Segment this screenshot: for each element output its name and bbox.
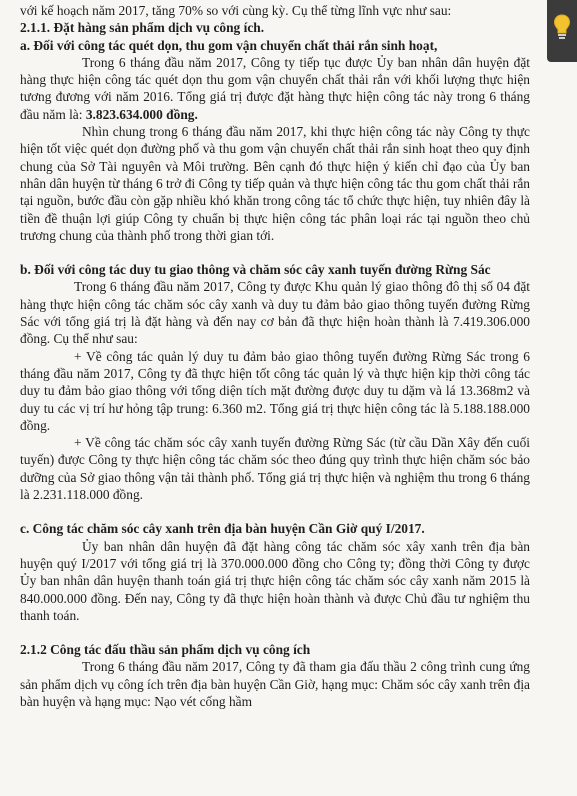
lightbulb-button[interactable] — [547, 0, 577, 62]
paragraph-d1: Trong 6 tháng đầu năm 2017, Công ty đã tham gia đấu thầu 2 công trình cung ứng sản phẩm dịch vụ công ích trên địa bàn huyện Cần Giờ, hạng mục: Chăm sóc cây xanh trên địa bàn huyện và hạng mục: Nạo vét cống hầm — [20, 659, 530, 709]
intro-paragraph: với kế hoạch năm 2017, tăng 70% so với cùng kỳ. Cụ thể từng lĩnh vực như sau: — [20, 3, 452, 18]
paragraph-b1: Trong 6 tháng đầu năm 2017, Công ty được Khu quản lý giao thông đô thị số 04 đặt hàng thực hiện công tác chăm sóc cây xanh và duy tu đảm bảo giao thông tuyến đường Rừng Sác với tổng giá trị là đặt hàng và đến nay cơ bản đã thực hiện hoàn thành là 7.419.306.000 đồng. Cụ thể như sau: — [20, 279, 530, 347]
paragraph-a1-amount: 3.823.634.000 đồng. — [85, 106, 198, 122]
paragraph-b3: + Về công tác chăm sóc cây xanh tuyến đường Rừng Sác (từ cầu Dần Xây đến cuối tuyến) được Công ty thực hiện công tác chăm sóc theo đúng quy trình thực hiện chăm sóc bảo dưỡng của Sở giao thông vận tải thành phố. Tổng giá trị thực hiện và nghiệm thu trong 6 tháng là 2.231.118.000 đồng. — [20, 435, 530, 503]
paragraph-c1: Ủy ban nhân dân huyện đã đặt hàng công tác chăm sóc xây xanh trên địa bàn huyện quý I/2017 với tổng giá trị là 370.000.000 đồng cho Công ty; đồng thời Công ty được Ủy ban nhân dân huyện thanh toán giá trị thực hiện công tác chăm sóc cây xanh năm 2015 là 840.000.000 đồng. Đến nay, Công ty đã thực hiện hoàn thành và được Chủ đầu tư nghiệm thu thanh toán. — [20, 538, 530, 623]
paragraph-a1 — [20, 54, 530, 123]
document-body — [20, 2, 530, 710]
subsection-heading-c: c. Công tác chăm sóc cây xanh trên địa bàn huyện Cần Giờ quý I/2017. — [20, 521, 425, 537]
paragraph-a2: Nhìn chung trong 6 tháng đầu năm 2017, khi thực hiện công tác này Công ty thực hiện tốt việc quét dọn đường phố và thu gom vận chuyển chất thải rắn sinh hoạt theo quy định chung của Sở Tài nguyên và Môi trường. Bên cạnh đó thực hiện ý kiến chỉ đạo của Ủy ban nhân dân huyện từ tháng 6 trở đi Công ty tiếp quản và thực hiện công tác thu gom chất thải rắn tại nguồn, bước đầu còn gặp nhiều khó khăn trong công tác tổ chức thực hiện, tuy nhiên đây là tiền đề thuận lợi giúp Công ty chuẩn bị thực hiện công tác phân loại rác tại nguồn theo chủ trương chung của thành phố trong thời gian tới. — [20, 124, 530, 243]
paragraph-a1-text: Trong 6 tháng đầu năm 2017, Công ty tiếp tục được Ủy ban nhân dân huyện đặt hàng thực hiện công tác quét dọn thu gom vận chuyển chất thải rắn với khối lượng thực hiện tương đương với năm 2016. Tổng giá trị được đặt hàng thực hiện công tác này trong 6 tháng đầu năm là: — [20, 54, 530, 122]
paragraph-b2: + Về công tác quản lý duy tu đảm bảo giao thông tuyến đường Rừng Sác trong 6 tháng đầu năm 2017, Công ty đã thực hiện tốt công tác quản lý và thực hiện kịp thời công tác duy tu đảm bảo giao thông với tổng diện tích mặt đường được duy tu dặm và lá 13.368m2 và duy tu các vị trí hư hỏng tập trung: 6.360 m2. Tổng giá trị thực hiện công tác là 5.188.188.000 đồng. — [20, 348, 530, 433]
lightbulb-icon — [553, 14, 571, 40]
section-heading-2-1-1: 2.1.1. Đặt hàng sản phẩm dịch vụ công ích. — [20, 20, 265, 36]
subsection-heading-a: a. Đối với công tác quét dọn, thu gom vận chuyển chất thải rắn sinh hoạt, — [20, 37, 438, 53]
section-heading-2-1-2: 2.1.2 Công tác đấu thầu sản phẩm dịch vụ công ích — [20, 642, 311, 658]
subsection-heading-b: b. Đối với công tác duy tu giao thông và chăm sóc cây xanh tuyến đường Rừng Sác — [20, 262, 491, 278]
